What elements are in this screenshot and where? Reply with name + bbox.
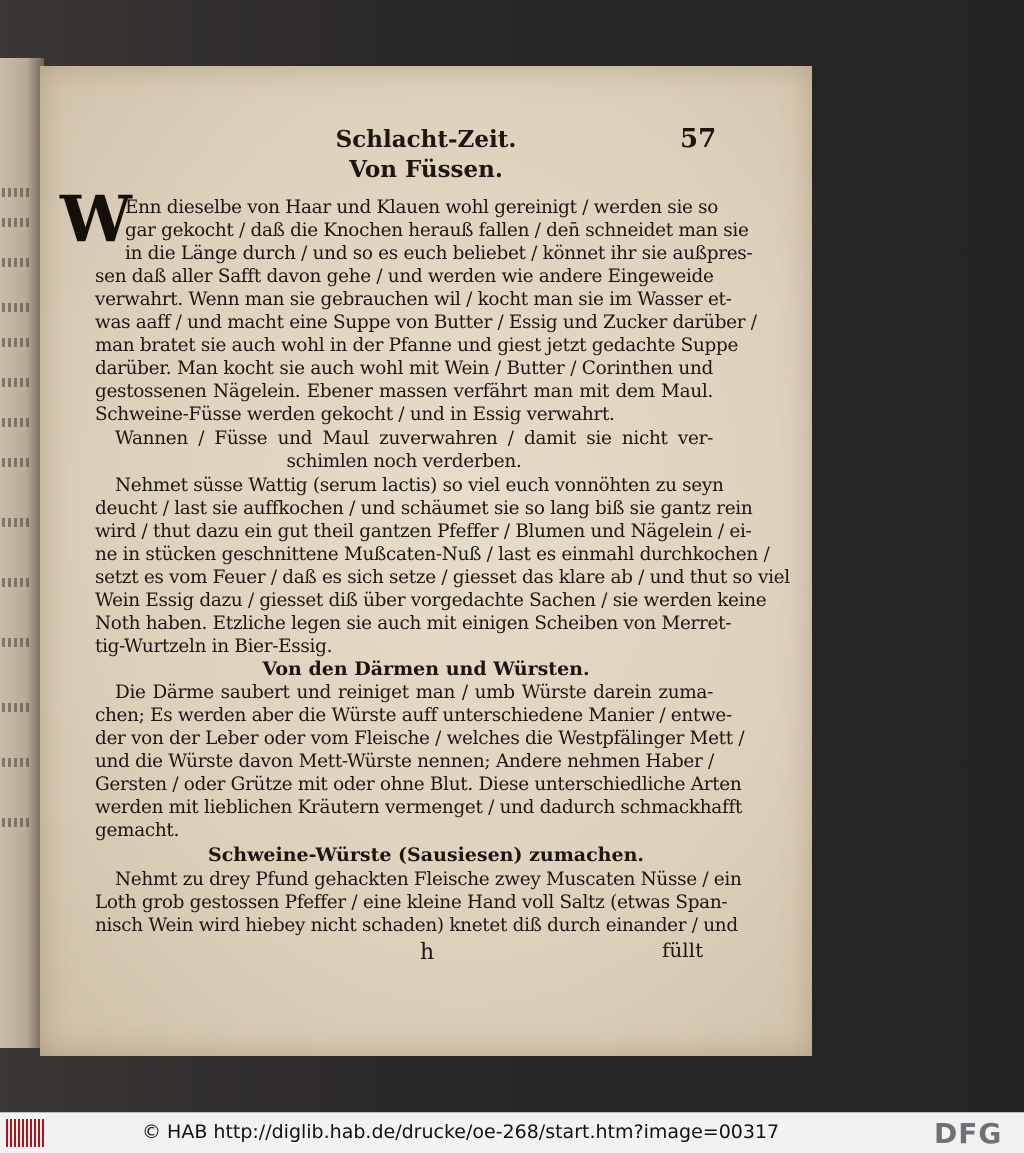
- text-line: Die Därme saubert und reiniget man / umb Würste darein zuma-: [115, 682, 713, 703]
- text-line: in die Länge durch / und so es euch beliebet / könnet ihr sie außpres-: [125, 243, 753, 264]
- text-line: der von der Leber oder vom Fleische / welches die Westpfälinger Mett /: [95, 728, 745, 749]
- text-line: sen daß aller Safft davon gehe / und werden wie andere Eingeweide: [95, 266, 714, 287]
- text-line: und die Würste davon Mett-Würste nennen; Andere nehmen Haber /: [95, 751, 714, 772]
- text-line: tig-Wurtzeln in Bier-Essig.: [95, 636, 333, 657]
- text-line: werden mit lieblichen Kräutern vermenget / und dadurch schmackhafft: [95, 797, 743, 818]
- text-line: Gersten / oder Grütze mit oder ohne Blut. Diese unterschiedliche Arten: [95, 774, 742, 795]
- running-head: Schlacht-Zeit.: [335, 126, 517, 153]
- page-number: 57: [680, 124, 717, 154]
- edge-text-fragment: [2, 758, 32, 767]
- text-line: chen; Es werden aber die Würste auff unterschiedene Manier / entwe-: [95, 705, 732, 726]
- edge-text-fragment: [2, 188, 32, 197]
- text-line: nisch Wein wird hiebey nicht schaden) knetet diß durch einander / und: [95, 915, 738, 936]
- text-line: gemacht.: [95, 820, 180, 841]
- book-page: [40, 66, 812, 1056]
- subheading-line: schimlen noch verderben.: [286, 451, 522, 472]
- copyright-link[interactable]: © HAB http://diglib.hab.de/drucke/oe-268/start.htm?image=00317: [142, 1121, 780, 1143]
- subheading: Von den Därmen und Würsten.: [262, 658, 590, 680]
- edge-text-fragment: [2, 218, 32, 227]
- text-line: Loth grob gestossen Pfeffer / eine kleine Hand voll Saltz (etwas Span-: [95, 892, 728, 913]
- edge-text-fragment: [2, 303, 32, 312]
- text-line: Nehmt zu drey Pfund gehackten Fleische zwey Muscaten Nüsse / ein: [115, 869, 742, 890]
- edge-text-fragment: [2, 638, 32, 647]
- edge-text-fragment: [2, 578, 32, 587]
- text-line: deucht / last sie auffkochen / und schäumet sie so lang biß sie gantz rein: [95, 498, 753, 519]
- edge-text-fragment: [2, 258, 32, 267]
- section-title: Von Füssen.: [349, 156, 503, 183]
- text-line: gar gekocht / daß die Knochen herauß fallen / den̄ schneidet man sie: [125, 220, 749, 241]
- edge-text-fragment: [2, 458, 32, 467]
- text-line: gestossenen Nägelein. Ebener massen verfährt man mit dem Maul.: [95, 381, 713, 402]
- viewer-footer: [0, 1112, 1024, 1153]
- page-content: [40, 66, 812, 1056]
- text-line: Nehmet süsse Wattig (serum lactis) so viel euch vonnöhten zu seyn: [115, 475, 724, 496]
- text-line: darüber. Man kocht sie auch wohl mit Wein / Butter / Corinthen und: [95, 358, 713, 379]
- edge-text-fragment: [2, 338, 32, 347]
- edge-text-fragment: [2, 818, 32, 827]
- text-line: verwahrt. Wenn man sie gebrauchen wil / kocht man sie im Wasser et-: [95, 289, 732, 310]
- text-line: was aaff / und macht eine Suppe von Butter / Essig und Zucker darüber /: [95, 312, 757, 333]
- catchword: füllt: [662, 938, 704, 962]
- hab-logo-icon: [6, 1119, 46, 1147]
- text-line: Schweine-Füsse werden gekocht / und in Essig verwahrt.: [95, 404, 615, 425]
- subheading: Schweine-Würste (Sausiesen) zumachen.: [207, 844, 645, 866]
- previous-page-edge: [0, 58, 44, 1048]
- edge-text-fragment: [2, 518, 32, 527]
- edge-text-fragment: [2, 418, 32, 427]
- signature-mark: h: [420, 940, 435, 965]
- text-line: man bratet sie auch wohl in der Pfanne und giest jetzt gedachte Suppe: [95, 335, 739, 356]
- text-line: Enn dieselbe von Haar und Klauen wohl gereinigt / werden sie so: [125, 197, 719, 218]
- text-line: setzt es vom Feuer / daß es sich setze / giesset das klare ab / und thut so viel: [95, 567, 790, 588]
- edge-text-fragment: [2, 378, 32, 387]
- text-line: ne in stücken geschnittene Mußcaten-Nuß / last es einmahl durchkochen /: [95, 544, 770, 565]
- text-line: wird / thut dazu ein gut theil gantzen Pfeffer / Blumen und Nägelein / ei-: [95, 521, 752, 542]
- edge-text-fragment: [2, 703, 32, 712]
- text-line: Noth haben. Etzliche legen sie auch mit einigen Scheiben von Merret-: [95, 613, 732, 634]
- drop-capital: W: [60, 182, 132, 257]
- text-line: Wein Essig dazu / giesset diß über vorgedachte Sachen / sie werden keine: [95, 590, 767, 611]
- subheading-line: Wannen / Füsse und Maul zuverwahren / damit sie nicht ver-: [115, 428, 713, 449]
- dfg-logo: DFG: [934, 1117, 1003, 1150]
